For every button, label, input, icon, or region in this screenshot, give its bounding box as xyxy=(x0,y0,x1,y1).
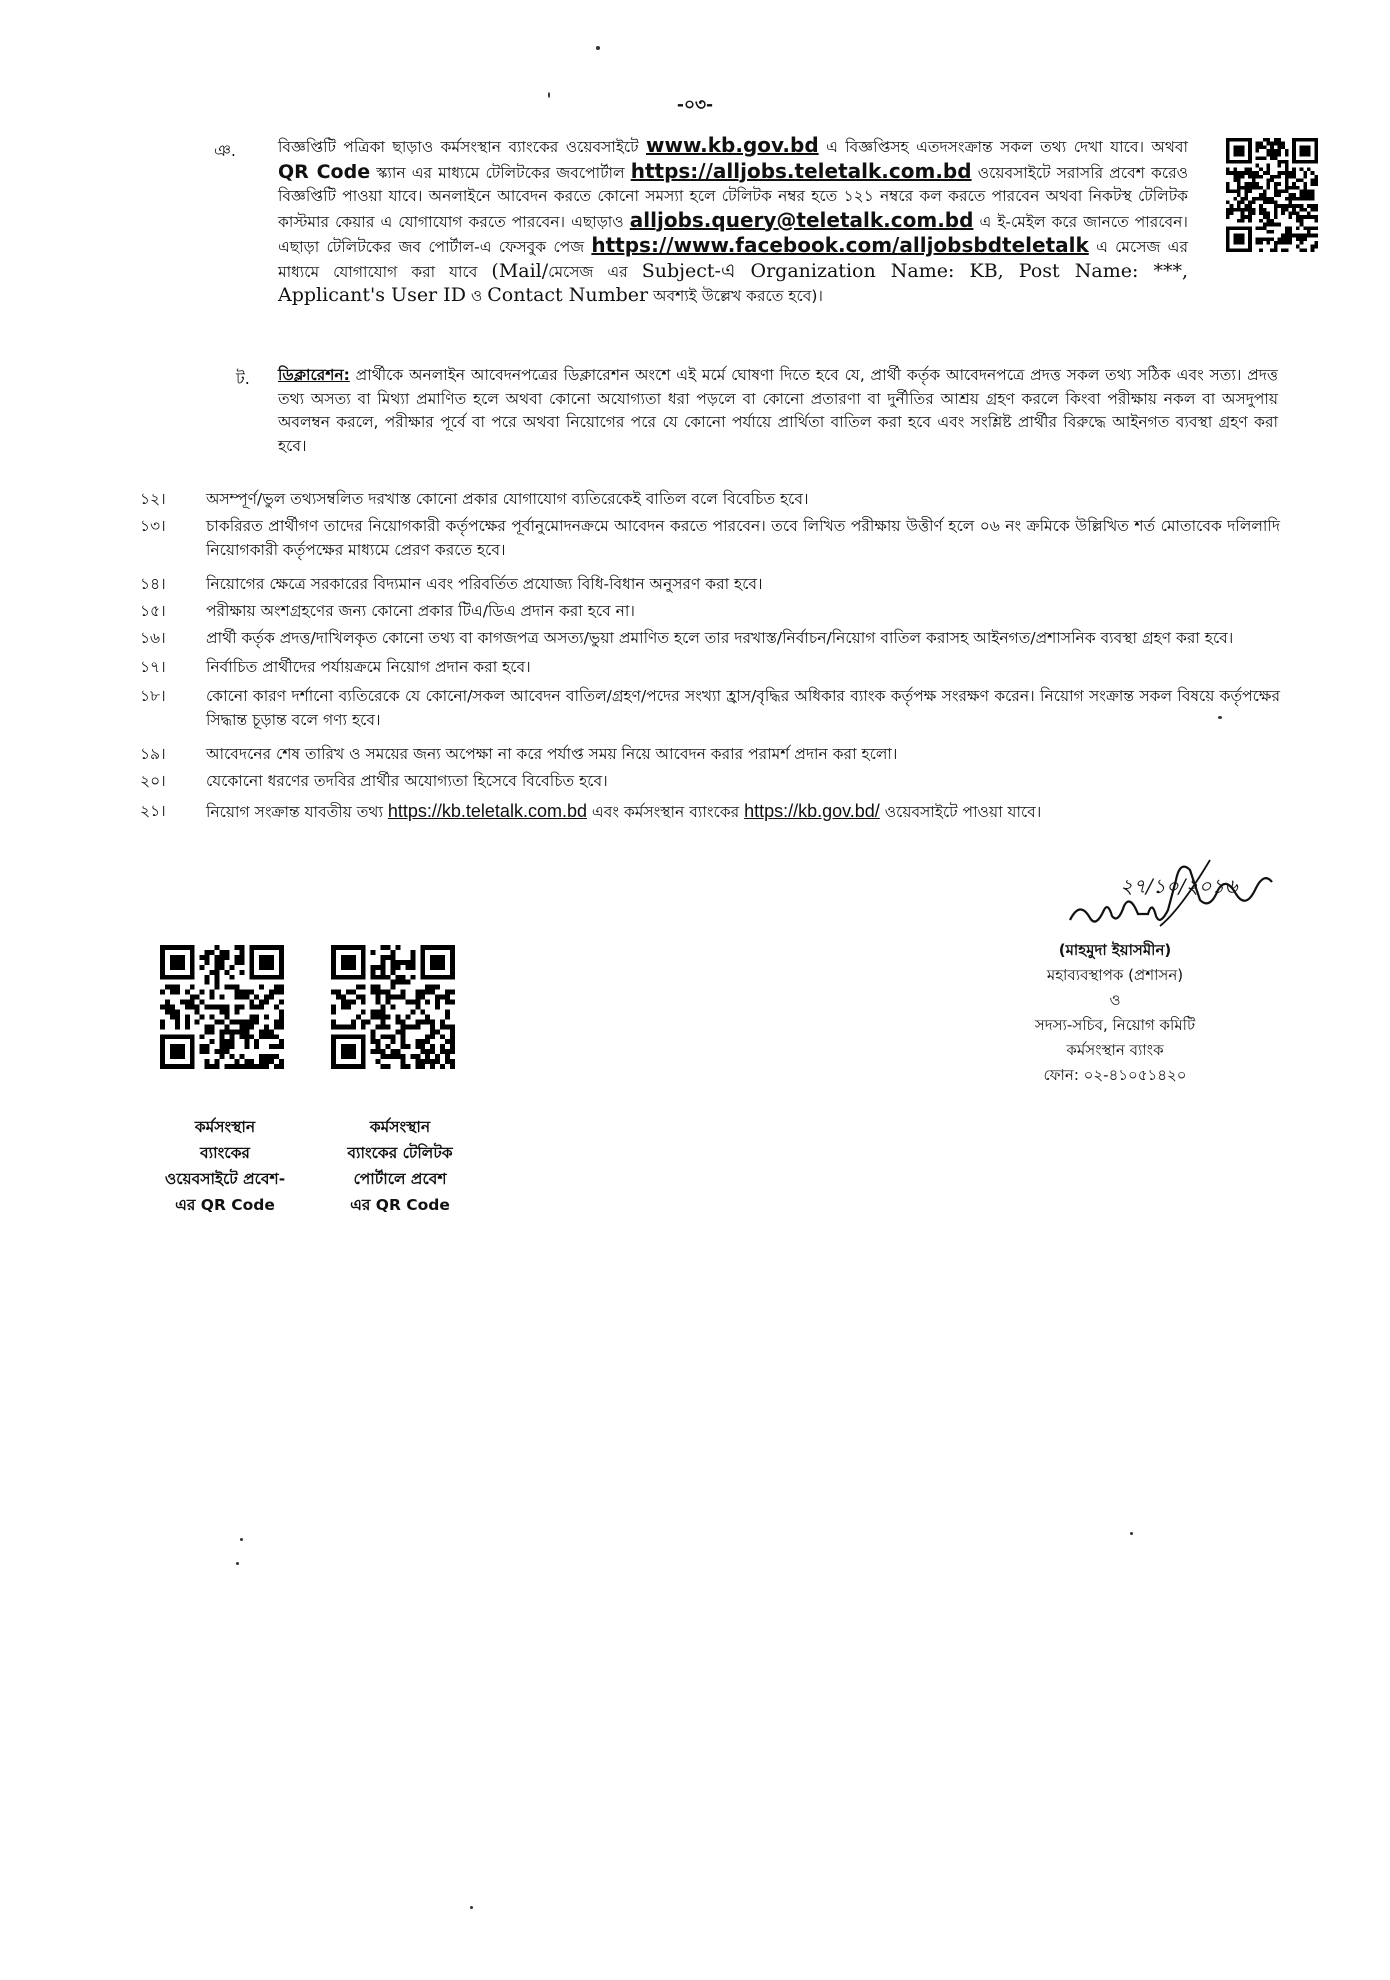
qr-left-svg xyxy=(160,945,284,1069)
para-nia-body xyxy=(278,134,1188,309)
list-item-text: অসম্পূর্ণ/ভুল তথ্যসম্বলিত দরখাস্ত কোনো প্রকার যোগাযোগ ব্যতিরেকেই বাতিল বলে বিবেচিত হবে। xyxy=(206,490,809,508)
declaration-heading: ডিক্লারেশন: xyxy=(278,366,350,384)
scan-speck xyxy=(548,92,550,98)
list-item-text: নিয়োগের ক্ষেত্রে সরকারের বিদ্যমান এবং পরিবর্তিত প্রযোজ্য বিধি-বিধান অনুসরণ করা হবে। xyxy=(206,575,763,593)
para-nia-text-4: ওয়েবসাইটে সরাসরি প্রবেশ করেও বিজ্ঞপ্তিটি পাওয়া যাবে। অনলাইনে আবেদন করতে কোনো সমস্যা হলে টেলিটক নম্বর হতে ১২১ নম্বরে কল করতে পারবেন অথবা নিকটস্থ টেলিটক কাস্টমার কেয়ার এ যোগাযোগ করতে পারবেন। এছাড়াও xyxy=(278,163,1189,231)
para-nia-text-10: ও xyxy=(470,287,483,305)
para-ta-body xyxy=(278,364,1278,458)
qr-caption-right-line-3: পোর্টালে প্রবেশ xyxy=(353,1170,447,1188)
list-item-text: যেকোনো ধরণের তদবির প্রার্থীর অযোগ্যতা হিসেবে বিবেচিত হবে। xyxy=(206,772,608,790)
qr-caption-left-line-2: ব্যাংকের xyxy=(200,1144,250,1162)
qr-top-right-svg xyxy=(1226,138,1318,252)
para-nia-text-5: এ ই-মেইল করে জানতে পারবেন। এছাড়া টেলিটকের জব পোর্টাল-এ ফেসবুক পেজ xyxy=(278,212,1188,256)
qr-code-word: QR Code xyxy=(278,160,371,183)
qr-caption-right-line-4: এর QR Code xyxy=(350,1196,450,1214)
qr-caption-left-line-1: কর্মসংস্থান xyxy=(194,1118,256,1136)
teletalk-email-link[interactable]: alljobs.query@teletalk.com.bd xyxy=(629,207,974,232)
qr-caption-right-line-1: কর্মসংস্থান xyxy=(369,1118,431,1136)
para-label-ta: ট. xyxy=(236,369,250,388)
scan-speck xyxy=(240,1538,243,1541)
para-nia-text-12: অবশ্যই উল্লেখ করতে হবে)। xyxy=(653,287,823,305)
list-item-number: ১৯। xyxy=(140,745,166,763)
qr-code-icon xyxy=(331,945,455,1069)
scan-speck xyxy=(236,1562,239,1565)
signatory-org: কর্মসংস্থান ব্যাংক xyxy=(1066,1041,1164,1059)
qr-code-icon xyxy=(160,945,284,1069)
signatory-name: (মাহমুদা ইয়াসমীন) xyxy=(1058,941,1172,959)
qr-caption-left-line-3: ওয়েবসাইটে প্রবেশ- xyxy=(164,1170,286,1188)
list-item-number: ১৭। xyxy=(140,658,166,676)
kb-website-link[interactable]: www.kb.gov.bd xyxy=(646,133,819,157)
list-item-21-text xyxy=(206,800,1280,825)
page-number: -০৩- xyxy=(676,95,714,115)
para-nia-text-6: এ মেসেজ এর মাধ্যমে যোগাযোগ করা যাবে xyxy=(278,238,1188,281)
para-nia-text-7: (Mail/ xyxy=(491,259,549,282)
qr-right-svg xyxy=(331,945,455,1069)
scan-speck xyxy=(1130,1532,1133,1535)
scan-speck xyxy=(1218,716,1222,719)
item21-text-2: এবং কর্মসংস্থান ব্যাংকের xyxy=(591,803,740,821)
scan-speck xyxy=(470,1906,473,1909)
declaration-text: প্রার্থীকে অনলাইন আবেদনপত্রের ডিক্লারেশন অংশে এই মর্মে ঘোষণা দিতে হবে যে, প্রার্থী কর্তৃক আবেদনপত্রে প্রদত্ত সকল তথ্য সঠিক এবং সত্য। প্রদত্ত তথ্য অসত্য বা মিথ্যা প্রমাণিত হলে অথবা কোনো অযোগ্যতা ধরা পড়লে বা কোনো প্রতারণা বা দুর্নীতির আশ্রয় গ্রহণ করলে কিংবা পরীক্ষায় নকল বা অসদুপায় অবলম্বন করলে, পরীক্ষার পূর্বে বা পরে অথবা নিয়োগের পরে যে কোনো পর্যায়ে প্রার্থিতা বাতিল করা হবে এবং সংশ্লিষ্ট প্রার্থীর বিরুদ্ধে আইনগত ব্যবস্থা গ্রহণ করা হবে। xyxy=(278,366,1278,455)
para-nia-text-3: স্ক্যান এর মাধ্যমে টেলিটকের জবপোর্টাল xyxy=(376,163,625,182)
list-item-number: ১৮। xyxy=(140,687,166,705)
para-nia-text-11: Contact Number xyxy=(487,284,649,306)
kb-gov-url[interactable]: https://kb.gov.bd/ xyxy=(744,801,880,821)
list-item-text: পরীক্ষায় অংশগ্রহণের জন্য কোনো প্রকার টিএ/ডিএ প্রদান করা হবে না। xyxy=(206,602,635,620)
list-item-text: প্রার্থী কর্তৃক প্রদত্ত/দাখিলকৃত কোনো তথ্য বা কাগজপত্র অসত্য/ভুয়া প্রমাণিত হলে তার দরখাস্ত/নির্বাচন/নিয়োগ বাতিল করাসহ আইনগত/প্রশাসনিক ব্যবস্থা গ্রহণ করা হবে। xyxy=(206,629,1234,647)
list-item-number: ১৬। xyxy=(140,629,166,647)
para-nia-text-9: Subject-এ Organization Name: KB, Post Name: ***, Applicant's User ID xyxy=(278,259,1188,306)
teletalk-alljobs-link[interactable]: https://alljobs.teletalk.com.bd xyxy=(630,158,972,183)
list-item-number: ২০। xyxy=(140,772,166,790)
list-item-text: চাকরিরত প্রার্থীগণ তাদের নিয়োগকারী কর্তৃপক্ষের পূর্বানুমোদনক্রমে আবেদন করতে পারবেন। তবে লিখিত পরীক্ষায় উত্তীর্ণ হলে ০৬ নং ক্রমিকে উল্লিখিত শর্ত মোতাবেক দলিলাদি নিয়োগকারী কর্তৃপক্ষের মাধ্যমে প্রেরণ করতে হবে। xyxy=(206,517,1280,559)
list-item-text: আবেদনের শেষ তারিখ ও সময়ের জন্য অপেক্ষা না করে পর্যাপ্ত সময় নিয়ে আবেদন করার পরামর্শ প্রদান করা হলো। xyxy=(206,745,898,763)
facebook-page-link[interactable]: https://www.facebook.com/alljobsbdteletalk xyxy=(591,233,1089,257)
qr-caption-right-line-2: ব্যাংকের টেলিটক xyxy=(347,1144,453,1162)
list-item-number: ১৫। xyxy=(140,602,166,620)
kb-teletalk-url[interactable]: https://kb.teletalk.com.bd xyxy=(387,801,587,821)
signatory-and: ও xyxy=(1109,991,1121,1009)
para-nia-text-8: মেসেজ এর xyxy=(548,262,628,281)
para-nia-text-1: বিজ্ঞপ্তিটি পত্রিকা ছাড়াও কর্মসংস্থান ব্যাংকের ওয়েবসাইটে xyxy=(278,138,639,156)
item21-text-1: নিয়োগ সংক্রান্ত যাবতীয় তথ্য xyxy=(206,803,383,821)
item21-text-3: ওয়েবসাইটে পাওয়া যাবে। xyxy=(884,803,1042,821)
list-item-text: কোনো কারণ দর্শানো ব্যতিরেকে যে কোনো/সকল আবেদন বাতিল/গ্রহণ/পদের সংখ্যা হ্রাস/বৃদ্ধির অধিকার ব্যাংক কর্তৃপক্ষ সংরক্ষণ করেন। নিয়োগ সংক্রান্ত সকল বিষয়ে কর্তৃপক্ষের সিদ্ধান্ত চূড়ান্ত বলে গণ্য হবে। xyxy=(206,687,1280,729)
signatory-role: সদস্য-সচিব, নিয়োগ কমিটি xyxy=(1034,1016,1196,1034)
para-nia-text-2: এ বিজ্ঞপ্তিসহ এতদসংক্রান্ত সকল তথ্য দেখা যাবে। অথবা xyxy=(826,138,1188,156)
qr-code-icon xyxy=(1226,138,1318,252)
qr-caption-right xyxy=(305,1114,495,1218)
signature-block xyxy=(950,938,1280,1088)
list-item-number: ১২। xyxy=(140,490,166,508)
para-nia xyxy=(278,134,1188,309)
list-item-number: ১৪। xyxy=(140,575,166,593)
para-ta xyxy=(278,364,1278,458)
qr-caption-left-line-4: এর QR Code xyxy=(175,1196,275,1214)
para-label-nia: ঞ. xyxy=(214,141,236,160)
signatory-phone: ফোন: ০২-৪১০৫১৪২০ xyxy=(1043,1066,1187,1084)
signatory-designation: মহাব্যবস্থাপক (প্রশাসন) xyxy=(1046,966,1184,984)
signature-date: ২৭/১০/২০১৬ xyxy=(1120,874,1238,898)
qr-caption-left xyxy=(130,1114,320,1218)
list-item-text: নির্বাচিত প্রার্থীদের পর্যায়ক্রমে নিয়োগ প্রদান করা হবে। xyxy=(206,658,531,676)
list-item-21-number: ২১। xyxy=(140,802,166,820)
list-item-number: ১৩। xyxy=(140,517,166,535)
scan-speck xyxy=(596,46,600,50)
